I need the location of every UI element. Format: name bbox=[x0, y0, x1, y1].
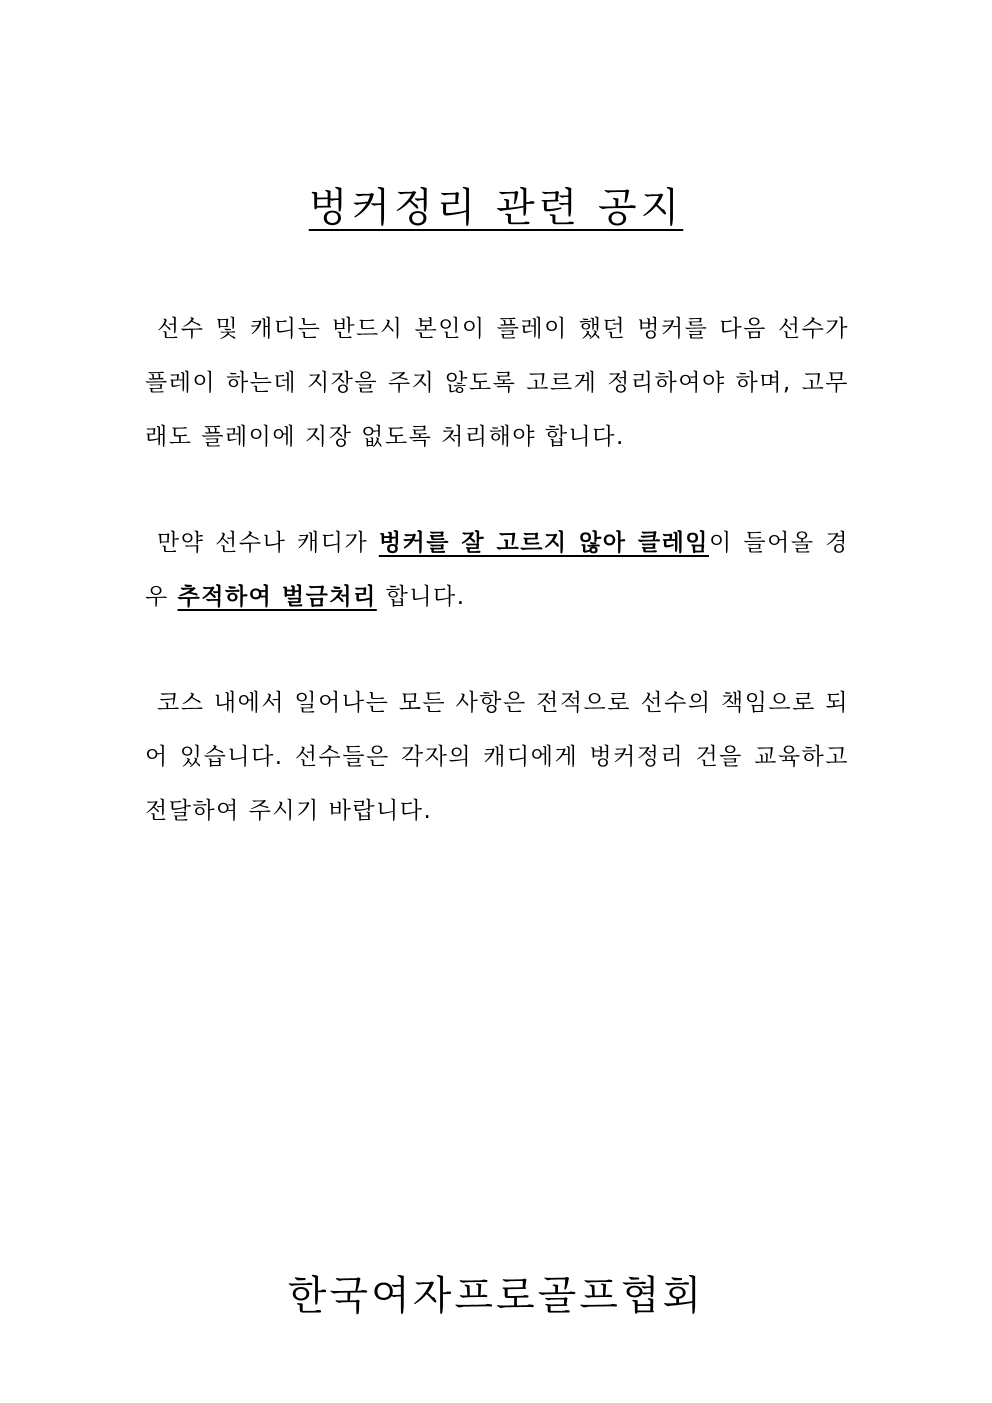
organization-name: 한국여자프로골프협회 bbox=[287, 1273, 705, 1319]
paragraph-2-text-1: 만약 선수나 캐디가 bbox=[157, 530, 379, 556]
paragraph-2-text-2: 이 들어올 경우 bbox=[145, 530, 849, 610]
penalty-emphasis: 추적하여 벌금처리 bbox=[177, 584, 377, 610]
notice-paragraph-1: 선수 및 캐디는 반드시 본인이 플레이 했던 벙커를 다음 선수가 플레이 하는데 지장을 주지 않도록 고르게 정리하여야 하며, 고무래도 플레이에 지장 없도록 처리해야 합니다. bbox=[145, 316, 849, 450]
notice-paragraph-2 bbox=[145, 516, 849, 624]
notice-title bbox=[0, 180, 992, 236]
notice-paragraph-3: 코스 내에서 일어나는 모든 사항은 전적으로 선수의 책임으로 되어 있습니다. 선수들은 각자의 캐디에게 벙커정리 건을 교육하고 전달하여 주시기 바랍니다. bbox=[145, 690, 849, 824]
paragraph-2-text-3: 합니다. bbox=[376, 584, 466, 610]
notice-title-text: 벙커정리 관련 공지 bbox=[308, 185, 684, 231]
claim-emphasis: 벙커를 잘 고르지 않아 클레임 bbox=[378, 530, 710, 556]
